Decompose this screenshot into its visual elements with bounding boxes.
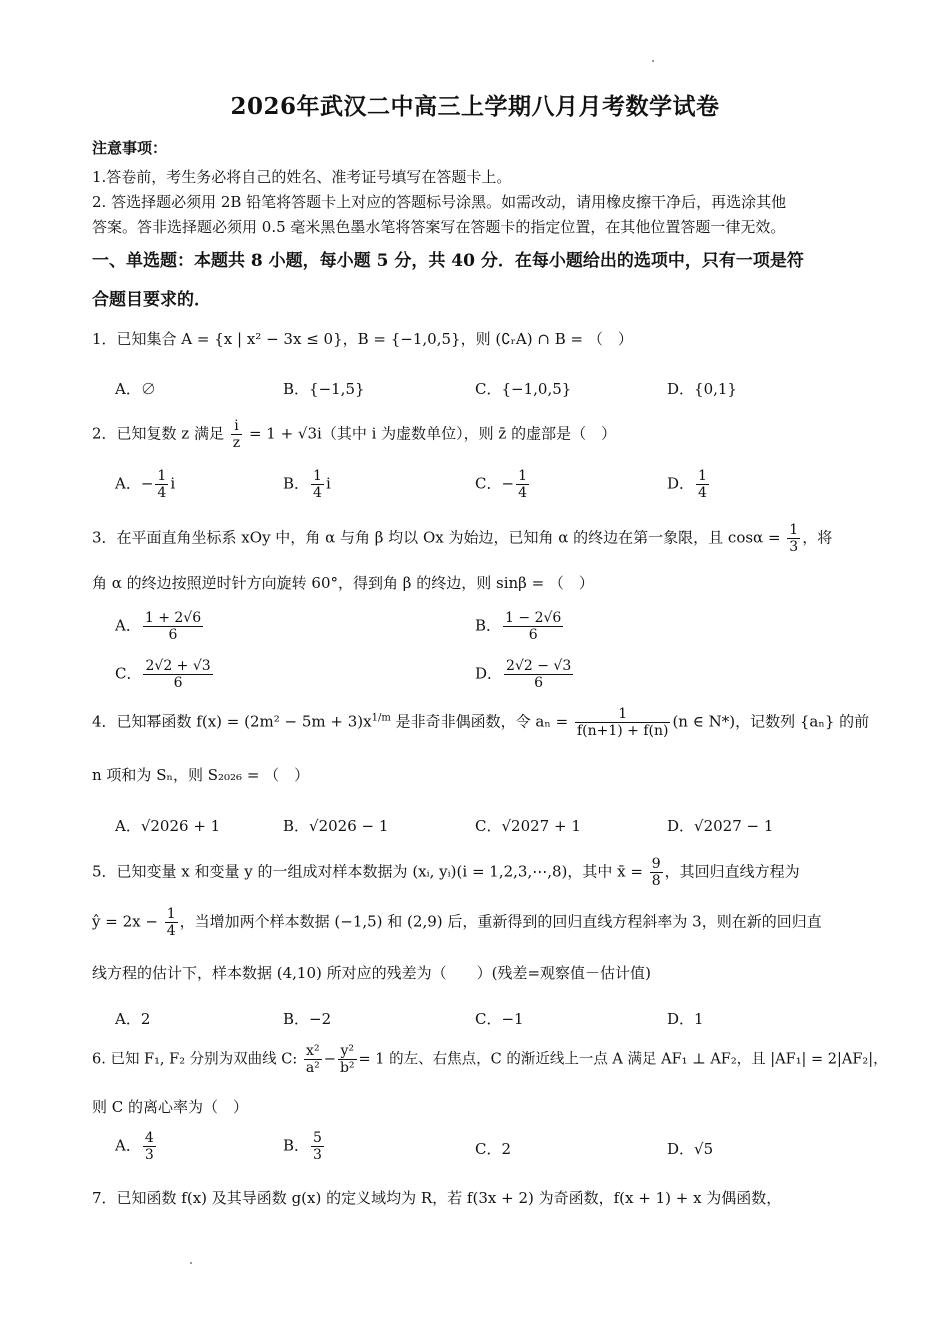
q4-frac [575,706,671,739]
q2-option-c [475,468,531,501]
q6-option-b [283,1130,326,1163]
q3-line1-text: 3．在平面直角坐标系 xOy 中，角 α 与角 β 均以 Ox 为始边，已知角 α 的终边在第一象限，且 cosα = [92,528,781,547]
q3-d-frac [504,658,573,691]
q3-b-den: 6 [528,627,538,644]
q4-option-c: C．√2027 + 1 [475,817,581,835]
q1-option-b: B．{−1,5} [283,380,365,398]
q6-x-den: a² [305,1060,320,1077]
q3-c-den: 6 [173,675,183,692]
q6-d-label: D． [667,1140,695,1158]
q5-line2-den: 4 [166,923,176,940]
q3-b-label: B． [475,616,502,635]
q2-a-tail: i [170,474,176,493]
q3-d-num: 2√2 − √3 [506,658,572,674]
q6-d-text: √5 [694,1140,714,1158]
q2-a-num: 1 [157,468,167,484]
q3-a-num: 1 + 2√6 [144,610,202,626]
q6-y-num: y² [338,1043,357,1060]
q6-x-num: x² [304,1043,322,1060]
q6-minus: − [323,1051,336,1068]
q5-option-d: D．1 [667,1010,704,1028]
q2-fraction [231,418,242,451]
q5-line2-frac [165,906,178,939]
q3-option-c [115,658,215,691]
q2-d-num: 1 [698,468,707,484]
q2-c-den: 4 [518,485,527,502]
q2-c-sign: − [501,474,515,493]
q2-frac-num: i [231,418,242,435]
q5-pre: 5．已知变量 x 和变量 y 的一组成对样本数据为 (xᵢ, yᵢ)(i = 1,2,3,⋯,8)，其中 x̄ = [92,862,643,881]
note-item-2b: 答案。答非选择题必须用 0.5 毫米黑色墨水笔将答案写在答题卡的指定位置，在其他位置答题一律无效。 [92,218,786,236]
q2-d-frac [696,468,709,501]
section-heading-line2: 合题目要求的． [92,290,211,310]
q5-line2-post: ，当增加两个样本数据 (−1,5) 和 (2,9) 后，重新得到的回归直线方程斜率为 3，则在新的回归直 [179,912,822,931]
q6-option-a [115,1130,158,1163]
q3-c-label: C． [115,664,142,683]
q4-pre: 4．已知幂函数 f(x) = (2m² − 5m + 3)x [92,712,372,731]
q3-cos-den: 3 [789,539,799,556]
q2-b-label: B． [283,474,310,493]
page-title: 2026年武汉二中高三上学期八月月考数学试卷 [230,93,720,120]
q2-option-d [667,468,711,501]
q4-post: (n ∈ N*)，记数列 {aₙ} 的前 [672,712,870,731]
q4-option-a: A．√2026 + 1 [115,817,221,835]
notes-heading: 注意事项： [92,139,168,157]
q5-option-a: A．2 [115,1010,151,1028]
question-1-text: 1．已知集合 A = {x | x² − 3x ≤ 0}，B = {−1,0,5}，则 (∁ᵣA) ∩ B = （ ） [92,330,633,348]
q4-option-d: D．√2027 − 1 [667,817,774,835]
q2-b-tail: i [325,474,331,493]
q3-c-num: 2√2 + √3 [145,658,211,674]
question-4-line1 [92,706,869,739]
q3-d-den: 6 [534,675,544,692]
q1-option-d: D．{0,1} [667,380,737,398]
question-3-line2: 角 α 的终边按照逆时针方向旋转 60°，得到角 β 的终边，则 sinβ = （ ） [92,574,594,592]
q6-c-text: 2 [501,1140,512,1158]
q6-y-den: b² [339,1060,355,1077]
q3-cos-frac [787,522,800,555]
q3-b-num: 1 − 2√6 [505,610,562,626]
q4-option-b: B．√2026 − 1 [283,817,389,835]
q2-option-a [115,468,175,501]
q2-a-frac [155,468,168,501]
q6-a-num: 4 [144,1130,154,1146]
q5-option-c: C．−1 [475,1010,524,1028]
q5-post: ，其回归直线方程为 [664,862,800,881]
q3-a-label: A． [115,616,141,635]
q2-d-label: D． [667,474,695,493]
q1-option-a: A．∅ [115,380,156,398]
q3-line1-end: ，将 [802,528,833,547]
q3-a-frac [143,610,203,643]
q4-den: f(n+1) + f(n) [576,723,669,740]
q6-a-den: 3 [144,1147,154,1164]
q6-frac-y [338,1043,357,1076]
question-5-line3: 线方程的估计下，样本数据 (4,10) 所对应的残差为（ ）(残差=观察值－估计值) [92,964,651,982]
q2-b-num: 1 [313,468,322,484]
q4-num: 1 [575,706,671,723]
q6-b-label: B． [283,1136,310,1155]
q6-c-label: C． [475,1140,502,1158]
q2-a-label: A． [115,474,141,493]
q3-option-d [475,658,575,691]
q6-frac-x [304,1043,322,1076]
q6-pre: 6. 已知 F₁, F₂ 分别为双曲线 C: [92,1051,298,1068]
q3-c-frac [143,658,212,691]
q6-option-d [667,1138,713,1159]
q3-option-b [475,610,565,643]
q3-d-label: D． [475,664,503,683]
scan-speck [190,1262,192,1264]
q5-num: 9 [651,856,661,872]
q4-mid: 是非奇非偶函数，令 aₙ = [395,712,569,731]
note-item-2a: 2. 答选择题必须用 2B 铅笔将答题卡上对应的答题标号涂黑。如需改动，请用橡皮擦干净后，再选涂其他 [92,193,787,211]
question-2-text [92,418,616,451]
question-6-line2: 则 C 的离心率为（ ） [92,1098,249,1116]
q5-option-b: B．−2 [283,1010,332,1028]
note-item-1: 1.答卷前，考生务必将自己的姓名、准考证号填写在答题卡上。 [92,168,512,186]
q6-a-frac [143,1130,156,1163]
section-heading-line1: 一、单选题：本题共 8 小题，每小题 5 分，共 40 分．在每小题给出的选项中，只有一项是符 [92,251,804,271]
q3-a-den: 6 [168,627,178,644]
q3-option-a [115,610,205,643]
q2-a-den: 4 [157,485,167,502]
q5-frac [650,856,663,889]
q3-b-frac [503,610,563,643]
question-5-line1 [92,856,800,889]
q1-option-c: C．{−1,0,5} [475,380,572,398]
q6-b-den: 3 [313,1147,322,1164]
q6-option-c [475,1138,511,1159]
q2-frac-den: z [232,435,241,452]
q4-exponent: 1/m [371,712,391,724]
q2-post: = 1 + √3i（其中 i 为虚数单位），则 z̄ 的虚部是（ ） [248,424,617,443]
q6-b-frac [311,1130,324,1163]
q3-cos-num: 1 [789,522,799,538]
q2-c-num: 1 [518,468,527,484]
q2-d-den: 4 [698,485,707,502]
q2-a-sign: − [140,474,154,493]
question-7-text: 7．已知函数 f(x) 及其导函数 g(x) 的定义域均为 R，若 f(3x + 2) 为奇函数，f(x + 1) + x 为偶函数， [92,1189,782,1207]
q2-c-label: C． [475,474,502,493]
q2-c-frac [516,468,529,501]
q5-line2-pre: ŷ = 2x − [92,912,158,931]
scan-speck [652,60,654,62]
question-3-line1 [92,522,832,555]
q2-b-frac [311,468,324,501]
question-4-line2: n 项和为 Sₙ，则 S₂₀₂₆ = （ ） [92,766,310,784]
q6-b-num: 5 [313,1130,322,1146]
q2-pre: 2．已知复数 z 满足 [92,424,224,443]
question-6-line1 [92,1043,888,1076]
q5-den: 8 [651,873,661,890]
q6-post: = 1 的左、右焦点，C 的渐近线上一点 A 满足 AF₁ ⊥ AF₂，且 |AF₁| = 2|AF₂|， [358,1051,888,1068]
q6-a-label: A． [115,1136,141,1155]
q2-b-den: 4 [313,485,322,502]
q5-line2-num: 1 [166,906,176,922]
q2-option-b [283,468,331,501]
question-5-line2 [92,906,822,939]
